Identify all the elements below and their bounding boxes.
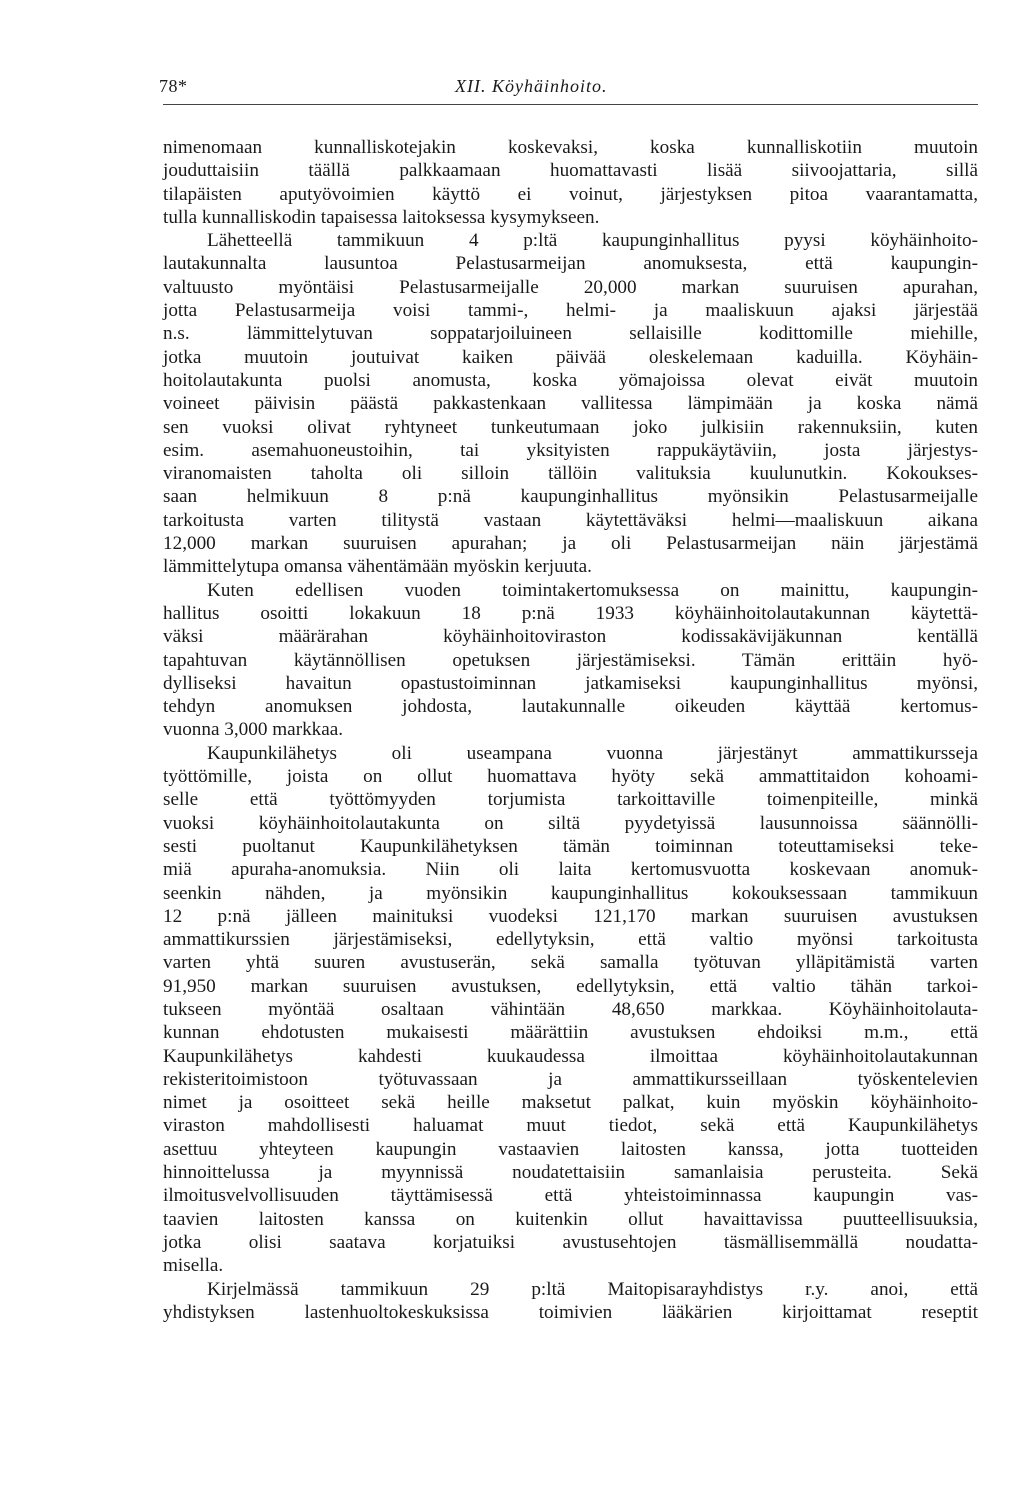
text-line: kunnan ehdotusten mukaisesti määrättiin avustuksen ehdoiksi m.m., että (163, 1022, 978, 1044)
text-line: jotka olisi saatava korjatuiksi avustusehtojen täsmällisemmällä noudatta- (163, 1231, 978, 1253)
text-line: Kaupunkilähetys kahdesti kuukaudessa ilmoittaa köyhäinhoitolautakunnan (163, 1045, 978, 1067)
text-line: Kaupunkilähetys oli useampana vuonna järjestänyt ammattikursseja (207, 742, 978, 764)
text-line: Kuten edellisen vuoden toimintakertomuksessa on mainittu, kaupungin- (207, 579, 978, 601)
text-line: viranomaisten taholta oli silloin tällöin valituksia kuulunutkin. Kokoukses- (163, 463, 978, 485)
paragraph (163, 229, 978, 578)
text-line: hoitolautakunta puolsi anomusta, koska yömajoissa olevat eivät muutoin (163, 369, 978, 391)
text-line: sen vuoksi olivat ryhtyneet tunkeutumaan joko julkisiin rakennuksiin, kuten (163, 416, 978, 438)
text-line: selle että työttömyyden torjumista tarkoittaville toimenpiteille, minkä (163, 789, 978, 811)
text-line: seenkin nähden, ja myönsikin kaupunginhallitus kokouksessaan tammikuun (163, 882, 978, 904)
text-line: ilmoitusvelvollisuuden täyttämisessä että yhteistoiminnassa kaupungin vas- (163, 1185, 978, 1207)
text-line: dylliseksi havaitun opastustoiminnan jatkamiseksi kaupunginhallitus myönsi, (163, 672, 978, 694)
text-line: 12,000 markan suuruisen apurahan; ja oli Pelastusarmeijan näin järjestämä (163, 533, 978, 555)
text-line: tehdyn anomuksen johdosta, lautakunnalle oikeuden käyttää kertomus- (163, 696, 978, 718)
page-number: 78* (159, 76, 188, 96)
text-line: jouduttaisiin täällä palkkaamaan huomattavasti lisää siivoojattaria, sillä (163, 160, 978, 182)
text-line: jotta Pelastusarmeija voisi tammi-, helmi- ja maaliskuun ajaksi järjestää (163, 300, 978, 322)
text-line: lautakunnalta lausuntoa Pelastusarmeijan anomuksesta, että kaupungin- (163, 253, 978, 275)
text-line: rekisteritoimistoon työtuvassaan ja ammattikursseillaan työskentelevien (163, 1068, 978, 1090)
text-line: työttömille, joista on ollut huomattava hyöty sekä ammattitaidon kohoami- (163, 766, 978, 788)
text-line: vuoksi köyhäinhoitolautakunta on siltä pyydetyissä lausunnoissa säännölli- (163, 812, 978, 834)
text-line: jotka muutoin joutuivat kaiken päivää oleskelemaan kaduilla. Köyhäin- (163, 346, 978, 368)
text-line: väksi määrärahan köyhäinhoitoviraston kodissakävijäkunnan kentällä (163, 626, 978, 648)
text-line: asettuu yhteyteen kaupungin vastaavien laitosten kanssa, jotta tuotteiden (163, 1138, 978, 1160)
text-line: tarkoitusta varten tilitystä vastaan käytettäväksi helmi—maaliskuun aikana (163, 509, 978, 531)
text-line: Kirjelmässä tammikuun 29 p:ltä Maitopisarayhdistys r.y. anoi, että (207, 1278, 978, 1300)
text-line: esim. asemahuoneustoihin, tai yksityisten rappukäytäviin, josta järjestys- (163, 439, 978, 461)
paragraph (163, 136, 978, 229)
text-line: saan helmikuun 8 p:nä kaupunginhallitus myönsikin Pelastusarmeijalle (163, 486, 978, 508)
text-line: tulla kunnalliskodin tapaisessa laitoksessa kysymykseen. (163, 206, 600, 228)
text-line: tapahtuvan käytännöllisen opetuksen järjestämiseksi. Tämän erittäin hyö- (163, 649, 978, 671)
page (159, 74, 978, 1324)
text-line: viraston mahdollisesti haluamat muut tiedot, sekä että Kaupunkilähetys (163, 1115, 978, 1137)
paragraph (163, 1278, 978, 1325)
text-line: misella. (163, 1255, 224, 1277)
text-line: nimet ja osoitteet sekä heille maksetut palkat, kuin myöskin köyhäinhoito- (163, 1092, 978, 1114)
text-line: taavien laitosten kanssa on kuitenkin ollut havaittavissa puutteellisuuksia, (163, 1208, 978, 1230)
text-line: sesti puoltanut Kaupunkilähetyksen tämän toiminnan toteuttamiseksi teke- (163, 835, 978, 857)
text-line: 91,950 markan suuruisen avustuksen, edellytyksin, että valtio tähän tarkoi- (163, 975, 978, 997)
paragraph (163, 742, 978, 1278)
text-line: Lähetteellä tammikuun 4 p:ltä kaupunginhallitus pyysi köyhäinhoito- (207, 230, 978, 252)
text-line: lämmittelytupa omansa vähentämään myöskin kerjuuta. (163, 556, 592, 578)
text-line: valtuusto myöntäisi Pelastusarmeijalle 20,000 markan suuruisen apurahan, (163, 276, 978, 298)
text-line: varten yhtä suuren avustuserän, sekä samalla työtuvan ylläpitämistä varten (163, 952, 978, 974)
text-line: nimenomaan kunnalliskotejakin koskevaksi, koska kunnalliskotiin muutoin (163, 137, 978, 158)
text-line: voineet päivisin päästä pakkastenkaan vallitessa lämpimään ja koska nämä (163, 393, 978, 415)
paragraph (163, 579, 978, 742)
text-line: 12 p:nä jälleen mainituksi vuodeksi 121,170 markan suuruisen avustuksen (163, 905, 978, 927)
text-line: yhdistyksen lastenhuoltokeskuksissa toimivien lääkärien kirjoittamat reseptit (163, 1301, 978, 1323)
page-header (159, 74, 978, 105)
running-title: XII. Köyhäinhoito. (455, 76, 608, 96)
text-line: vuonna 3,000 markkaa. (163, 719, 344, 741)
text-line: hinnoittelussa ja myynnissä noudatettaisiin samanlaisia perusteita. Sekä (163, 1162, 978, 1184)
text-line: ammattikurssien järjestämiseksi, edellytyksin, että valtio myönsi tarkoitusta (163, 929, 978, 951)
text-line: n.s. lämmittelytuvan soppatarjoiluineen sellaisille kodittomille miehille, (163, 323, 978, 345)
text-line: miä apuraha-anomuksia. Niin oli laita kertomusvuotta koskevaan anomuk- (163, 859, 978, 881)
text-line: tilapäisten aputyövoimien käyttö ei voinut, järjestyksen pitoa vaarantamatta, (163, 183, 978, 205)
body-text (163, 136, 978, 1324)
text-line: hallitus osoitti lokakuun 18 p:nä 1933 köyhäinhoitolautakunnan käytettä- (163, 602, 978, 624)
text-line: tukseen myöntää osaltaan vähintään 48,650 markkaa. Köyhäinhoitolauta- (163, 998, 978, 1020)
